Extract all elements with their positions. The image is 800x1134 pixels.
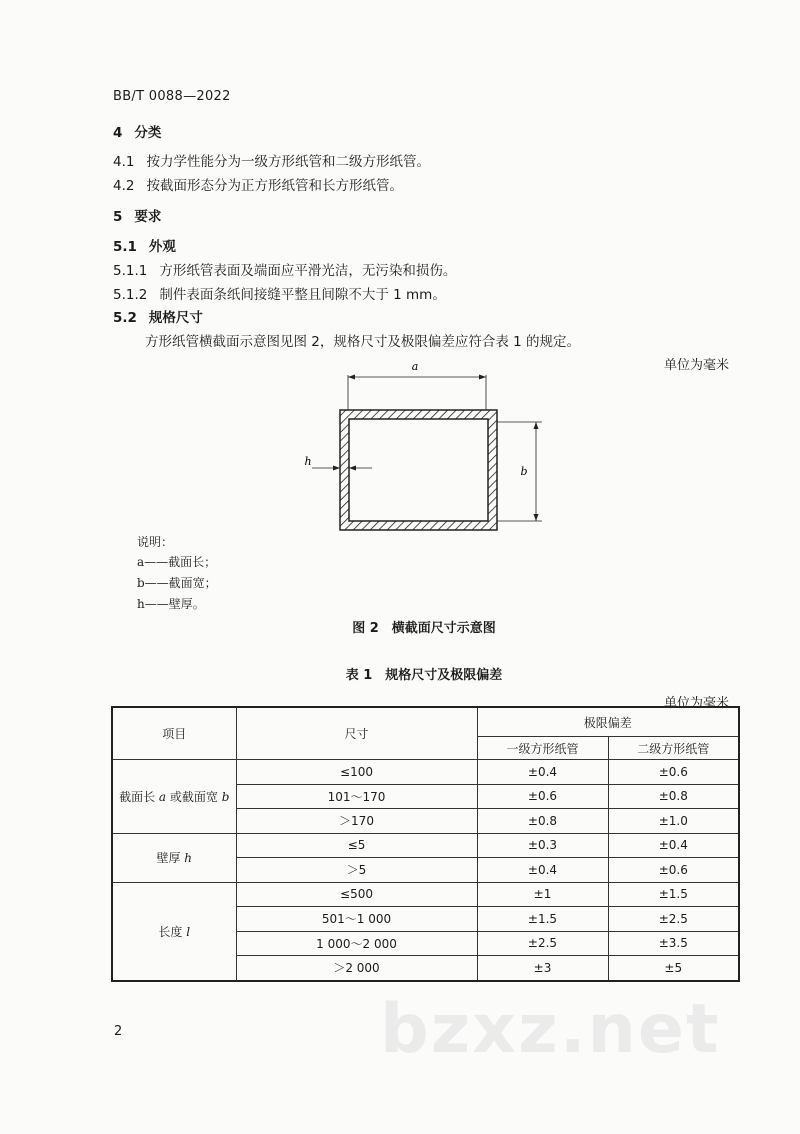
size-cell: 1 000～2 000 xyxy=(236,931,477,956)
header-grade2: 二级方形纸管 xyxy=(608,737,739,760)
table-row xyxy=(112,833,739,858)
size-cell: ≤500 xyxy=(236,882,477,907)
section-5-1-heading xyxy=(113,235,176,255)
grade2-cell: ±0.6 xyxy=(608,858,739,883)
section-title: 要求 xyxy=(134,209,162,225)
table-unit-note: 单位为毫米 xyxy=(664,696,730,711)
clause-text: 制件表面条纸间接缝平整且间隙不大于 1 mm。 xyxy=(159,287,446,303)
cross-section-diagram xyxy=(290,355,560,545)
clause-text: 按力学性能分为一级方形纸管和二级方形纸管。 xyxy=(146,154,430,170)
paragraph: 方形纸管横截面示意图见图 2，规格尺寸及极限偏差应符合表 1 的规定。 xyxy=(145,334,581,350)
size-cell: ≤5 xyxy=(236,833,477,858)
clause-5-1-1 xyxy=(113,259,456,279)
dim-b-label: b xyxy=(520,465,528,478)
figure-unit-note: 单位为毫米 xyxy=(664,358,730,373)
spec-table xyxy=(111,706,740,982)
grade2-cell: ±5 xyxy=(608,956,739,981)
grade2-cell: ±0.8 xyxy=(608,784,739,809)
item-cell: 截面长 a 或截面宽 b xyxy=(112,760,236,834)
table-row xyxy=(112,882,739,907)
grade1-cell: ±0.3 xyxy=(477,833,608,858)
section-number: 5 xyxy=(113,209,123,225)
item-cell: 壁厚 h xyxy=(112,833,236,882)
section-title: 规格尺寸 xyxy=(148,310,203,326)
section-number: 5.2 xyxy=(113,310,137,326)
figure-caption: 图 2 横截面尺寸示意图 xyxy=(352,621,496,636)
dim-h-label: h xyxy=(304,455,312,468)
section-title: 分类 xyxy=(134,125,162,141)
header-grade1: 一级方形纸管 xyxy=(477,737,608,760)
size-cell: 501～1 000 xyxy=(236,907,477,932)
size-cell: ≤100 xyxy=(236,760,477,785)
grade2-cell: ±0.4 xyxy=(608,833,739,858)
grade1-cell: ±2.5 xyxy=(477,931,608,956)
clause-number: 4.2 xyxy=(113,178,135,194)
page-number: 2 xyxy=(114,1024,123,1039)
table-header-row xyxy=(112,707,739,737)
section-4-heading xyxy=(113,121,161,141)
grade1-cell: ±0.6 xyxy=(477,784,608,809)
item-cell: 长度 l xyxy=(112,882,236,981)
section-5-2-heading xyxy=(113,306,203,326)
grade1-cell: ±0.4 xyxy=(477,858,608,883)
clause-4-1 xyxy=(113,150,430,170)
grade2-cell: ±1.0 xyxy=(608,809,739,834)
grade2-cell: ±2.5 xyxy=(608,907,739,932)
section-title: 外观 xyxy=(148,239,176,255)
section-number: 4 xyxy=(113,125,123,141)
size-cell: ＞2 000 xyxy=(236,956,477,981)
grade1-cell: ±3 xyxy=(477,956,608,981)
header-item: 项目 xyxy=(112,707,236,760)
legend-item: h——壁厚。 xyxy=(137,597,205,611)
standard-code: BB/T 0088—2022 xyxy=(113,89,231,104)
grade2-cell: ±3.5 xyxy=(608,931,739,956)
grade2-cell: ±1.5 xyxy=(608,882,739,907)
legend-title: 说明： xyxy=(137,535,174,549)
table-row xyxy=(112,760,739,785)
legend-item: b——截面宽； xyxy=(137,576,217,590)
header-tolerance: 极限偏差 xyxy=(477,707,739,737)
tube-wall xyxy=(340,410,497,530)
clause-text: 方形纸管表面及端面应平滑光洁，无污染和损伤。 xyxy=(159,263,457,279)
watermark: bzxz.net xyxy=(380,990,721,1069)
grade1-cell: ±0.8 xyxy=(477,809,608,834)
clause-number: 5.1.2 xyxy=(113,287,148,303)
dim-a-label: a xyxy=(411,360,419,373)
section-number: 5.1 xyxy=(113,239,137,255)
size-cell: 101～170 xyxy=(236,784,477,809)
size-cell: ＞170 xyxy=(236,809,477,834)
legend-item: a——截面长； xyxy=(137,555,217,569)
grade1-cell: ±0.4 xyxy=(477,760,608,785)
clause-4-2 xyxy=(113,174,403,194)
size-cell: ＞5 xyxy=(236,858,477,883)
grade2-cell: ±0.6 xyxy=(608,760,739,785)
grade1-cell: ±1.5 xyxy=(477,907,608,932)
grade1-cell: ±1 xyxy=(477,882,608,907)
header-size: 尺寸 xyxy=(236,707,477,760)
clause-number: 4.1 xyxy=(113,154,135,170)
clause-5-1-2 xyxy=(113,283,446,303)
clause-text: 按截面形态分为正方形纸管和长方形纸管。 xyxy=(146,178,403,194)
clause-number: 5.1.1 xyxy=(113,263,148,279)
table-caption: 表 1 规格尺寸及极限偏差 xyxy=(345,668,503,683)
section-5-heading xyxy=(113,205,161,225)
